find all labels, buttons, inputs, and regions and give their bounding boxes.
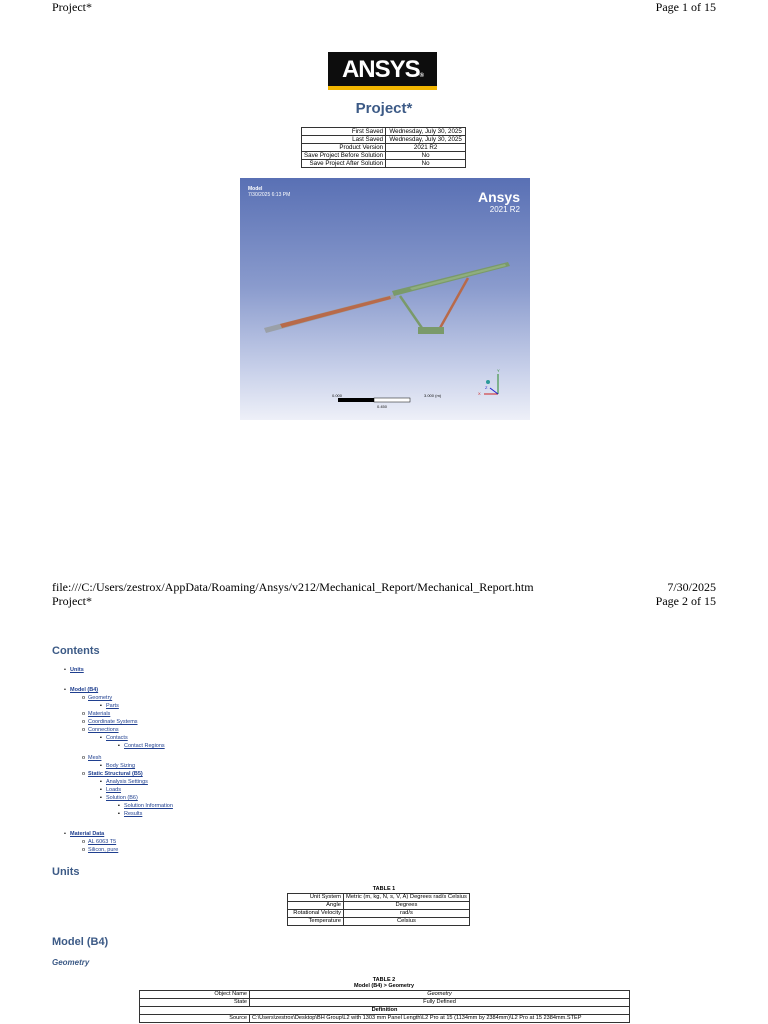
toc-link[interactable]: Material Data — [70, 831, 105, 837]
toc-item-units[interactable]: • Units — [64, 667, 84, 673]
model-label-date: 7/30/2025 6:13 PM — [248, 192, 291, 198]
units-table — [287, 893, 470, 926]
footer-date: 7/30/2025 — [667, 580, 716, 594]
geometry-subheading: Geometry — [52, 958, 90, 967]
info-row — [302, 128, 466, 136]
geometry-table — [139, 990, 630, 1023]
model-heading: Model (B4) — [52, 936, 109, 948]
toc-item-analysis-settings[interactable]: ▪ Analysis Settings — [100, 779, 148, 785]
toc-item-coordinate-systems[interactable]: o Coordinate Systems — [82, 719, 138, 725]
page1-header-left: Project* — [52, 0, 92, 14]
scale-label-mid: 0.450 — [377, 404, 388, 409]
definition-header: Definition — [140, 1007, 630, 1015]
ansys-logo — [328, 52, 437, 90]
toc-item-mesh[interactable]: o Mesh — [82, 755, 102, 761]
units-row — [288, 902, 470, 910]
triad-z-label: Z — [485, 385, 488, 390]
watermark-version: 2021 R2 — [489, 205, 520, 214]
table1-caption: TABLE 1 — [372, 886, 396, 892]
toc-link[interactable]: Silicon, pure — [88, 847, 119, 853]
scale-label-left: 0.000 — [332, 393, 343, 398]
toc-link[interactable]: Body Sizing — [106, 763, 136, 769]
page2-header-left: Project* — [52, 594, 92, 608]
state-label: State — [140, 999, 250, 1007]
scale-bar-black — [338, 398, 374, 402]
toc-link[interactable]: Coordinate Systems — [88, 719, 138, 725]
page2-header-right: Page 2 of 15 — [655, 594, 716, 608]
object-name-label: Object Name — [140, 991, 250, 999]
model-label-title: Model — [248, 186, 263, 192]
toc-item-parts[interactable]: ▪ Parts — [100, 703, 119, 709]
table2-subcaption: Model (B4) > Geometry — [353, 983, 415, 989]
toc-link[interactable]: Mesh — [88, 755, 102, 761]
toc-item-silicon-pure[interactable]: o Silicon, pure — [82, 847, 119, 853]
scale-bar-white — [374, 398, 410, 402]
toc-item-loads[interactable]: ▪ Loads — [100, 787, 121, 793]
triad-z-axis — [490, 388, 498, 394]
model-geometry — [240, 178, 530, 420]
info-value: Wednesday, July 30, 2025 — [386, 136, 466, 144]
toc-item-contacts[interactable]: ▪ Contacts — [100, 735, 128, 741]
info-label: Last Saved — [302, 136, 386, 144]
info-label: Product Version — [302, 144, 386, 152]
toc-item-al-6063[interactable]: o AL 6063 T5 — [82, 839, 117, 845]
project-title: Project* — [355, 100, 413, 117]
toc-item-solution[interactable]: ▪ Solution (B6) — [100, 795, 138, 801]
watermark-brand: Ansys — [477, 189, 520, 205]
toc-link[interactable]: Units — [70, 667, 84, 673]
units-value: Celsius — [344, 918, 470, 926]
toc-item-results[interactable]: ▪ Results — [118, 811, 143, 817]
support-strut-right — [440, 278, 468, 328]
page1-header-right: Page 1 of 15 — [655, 0, 716, 14]
toc-item-static-structural[interactable]: o Static Structural (B5) — [82, 771, 143, 777]
toc-link[interactable]: AL 6063 T5 — [88, 839, 117, 845]
scale-label-right: 3.000 (m) — [424, 393, 442, 398]
geometry-row — [140, 1007, 630, 1015]
info-label: Save Project After Solution — [302, 160, 386, 168]
toc-link[interactable]: Parts — [106, 703, 119, 709]
units-label: Unit System — [288, 894, 344, 902]
toc-link[interactable]: Model (B4) — [70, 687, 99, 693]
footer-file-path: file:///C:/Users/zestrox/AppData/Roaming/Ansys/v212/Mechanical_Report/Mechanical_Report.htm — [52, 580, 534, 594]
toc-link[interactable]: Contacts — [106, 735, 128, 741]
info-value: No — [386, 152, 466, 160]
info-value: 2021 R2 — [386, 144, 466, 152]
toc-link[interactable]: Geometry — [88, 695, 113, 701]
contents-heading: Contents — [52, 645, 100, 657]
units-value: Metric (m, kg, N, s, V, A) Degrees rad/s Celsius — [344, 894, 470, 902]
toc-item-geometry[interactable]: o Geometry — [82, 695, 113, 701]
units-label: Rotational Velocity — [288, 910, 344, 918]
object-name-value: Geometry — [250, 991, 630, 999]
units-label: Temperature — [288, 918, 344, 926]
toc-item-contact-regions[interactable]: ▪ Contact Regions — [118, 743, 165, 749]
toc-item-solution-information[interactable]: ▪ Solution Information — [118, 803, 173, 809]
info-row — [302, 144, 466, 152]
units-row — [288, 894, 470, 902]
source-label: Source — [140, 1015, 250, 1023]
rail-copper-lower — [280, 296, 391, 328]
toc-link[interactable]: Analysis Settings — [106, 779, 148, 785]
logo-text: ANSYS — [341, 56, 420, 83]
units-value: rad/s — [344, 910, 470, 918]
info-label: Save Project Before Solution — [302, 152, 386, 160]
toc-link[interactable]: Static Structural (B5) — [88, 771, 143, 777]
units-heading: Units — [52, 866, 80, 878]
triad-iso-ball — [486, 380, 490, 384]
toc-item-material-data[interactable]: • Material Data — [64, 831, 105, 837]
toc-link[interactable]: Connections — [88, 727, 119, 733]
toc-link[interactable]: Materials — [88, 711, 111, 717]
info-value: No — [386, 160, 466, 168]
toc-link[interactable]: Loads — [106, 787, 121, 793]
source-value: C:\Users\zestrox\Desktop\BH Group\L2 with 1303 mm Panel Length\L2 Pro at 15 (1134mm by 2384mm)\L2 Pro at 15 2384mm.STEP — [250, 1015, 630, 1023]
model-image — [240, 178, 530, 420]
info-row — [302, 136, 466, 144]
geometry-row — [140, 991, 630, 999]
toc-item-connections[interactable]: o Connections — [82, 727, 119, 733]
geometry-row — [140, 1015, 630, 1023]
units-value: Degrees — [344, 902, 470, 910]
toc-link[interactable]: Solution (B6) — [106, 795, 138, 801]
triad-x-label: X — [478, 391, 481, 396]
logo-registered-mark: ® — [419, 73, 424, 79]
toc-item-body-sizing[interactable]: ▪ Body Sizing — [100, 763, 136, 769]
toc-link[interactable]: Contact Regions — [124, 743, 165, 749]
info-label: First Saved — [302, 128, 386, 136]
state-value: Fully Defined — [250, 999, 630, 1007]
info-value: Wednesday, July 30, 2025 — [386, 128, 466, 136]
project-info-table — [301, 127, 466, 168]
geometry-row — [140, 999, 630, 1007]
toc-link[interactable]: Solution Information — [124, 803, 173, 809]
toc-link[interactable]: Results — [124, 811, 143, 817]
support-base — [418, 328, 444, 334]
units-row — [288, 910, 470, 918]
toc-item-materials[interactable]: o Materials — [82, 711, 111, 717]
table2-caption: TABLE 2 — [372, 977, 396, 983]
rail-upper-highlight — [410, 264, 506, 290]
triad-y-label: Y — [497, 368, 500, 373]
info-row — [302, 152, 466, 160]
info-row — [302, 160, 466, 168]
toc-item-model[interactable]: • Model (B4) — [64, 687, 99, 693]
support-strut-left — [400, 296, 422, 328]
units-label: Angle — [288, 902, 344, 910]
units-row — [288, 918, 470, 926]
